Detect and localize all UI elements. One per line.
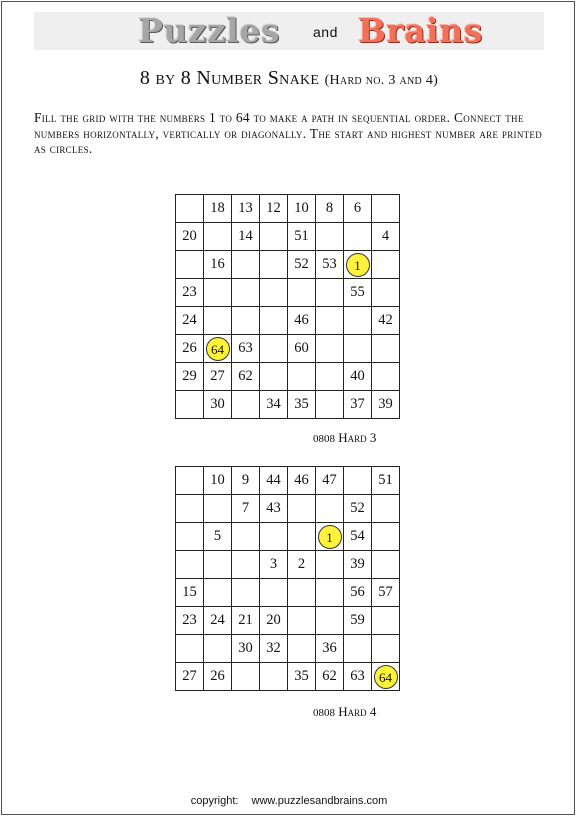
logo-and: and — [313, 24, 338, 40]
grid-cell[interactable]: 24 — [204, 607, 232, 635]
grid-cell[interactable] — [232, 579, 260, 607]
grid-cell[interactable]: 20 — [260, 607, 288, 635]
instructions-text: Fill the grid with the numbers 1 to 64 to make a path in sequential order. Connect the numbers horizontally, vertically or diagonally. The start and highest number are printed as circles. — [34, 110, 543, 156]
grid-cell[interactable] — [316, 335, 344, 363]
grid-row — [176, 663, 400, 691]
grid-cell[interactable]: 30 — [232, 635, 260, 663]
grid-cell[interactable]: 15 — [176, 579, 204, 607]
grid-cell[interactable]: 62 — [232, 363, 260, 391]
grid-cell[interactable]: 24 — [176, 307, 204, 335]
puzzle-grid-1 — [175, 194, 400, 419]
grid-cell[interactable]: 23 — [176, 279, 204, 307]
grid-cell[interactable]: 16 — [204, 251, 232, 279]
grid-cell[interactable]: 12 — [260, 195, 288, 223]
grid-cell[interactable] — [372, 635, 400, 663]
grid-cell[interactable] — [232, 391, 260, 419]
grid-cell[interactable]: 7 — [232, 495, 260, 523]
footer-url: www.puzzlesandbrains.com — [251, 795, 388, 807]
grid-cell[interactable] — [204, 551, 232, 579]
grid-cell[interactable]: 36 — [316, 635, 344, 663]
grid-cell[interactable] — [288, 495, 316, 523]
grid-cell[interactable]: 21 — [232, 607, 260, 635]
grid-cell[interactable] — [288, 579, 316, 607]
grid-cell[interactable] — [176, 195, 204, 223]
grid-row — [176, 523, 400, 551]
grid-row — [176, 307, 400, 335]
grid-cell[interactable]: 39 — [372, 391, 400, 419]
grid-cell[interactable] — [288, 635, 316, 663]
grid-cell[interactable]: 27 — [204, 363, 232, 391]
grid-row — [176, 579, 400, 607]
grid-cell[interactable] — [260, 335, 288, 363]
grid-cell[interactable] — [316, 579, 344, 607]
grid-cell[interactable] — [372, 495, 400, 523]
grid-cell[interactable]: 54 — [344, 523, 372, 551]
circled-number: 64 — [206, 337, 230, 361]
grid-cell[interactable]: 62 — [316, 663, 344, 691]
grid-cell[interactable]: 3 — [260, 551, 288, 579]
grid-cell[interactable] — [232, 663, 260, 691]
grid-row — [176, 607, 400, 635]
grid-cell[interactable] — [204, 495, 232, 523]
grid-cell[interactable]: 46 — [288, 467, 316, 495]
grid-cell[interactable]: 42 — [372, 307, 400, 335]
grid-cell[interactable] — [176, 251, 204, 279]
grid-cell[interactable] — [372, 279, 400, 307]
site-header — [34, 12, 544, 50]
grid-cell[interactable] — [260, 363, 288, 391]
grid-cell[interactable] — [372, 335, 400, 363]
grid-cell[interactable] — [316, 523, 344, 551]
grid-cell[interactable] — [176, 391, 204, 419]
grid-row — [176, 551, 400, 579]
grid-cell[interactable] — [260, 223, 288, 251]
grid-row — [176, 335, 400, 363]
grid-cell[interactable]: 63 — [232, 335, 260, 363]
grid-cell[interactable]: 14 — [232, 223, 260, 251]
grid-row — [176, 635, 400, 663]
puzzle-caption-1 — [313, 430, 376, 446]
grid-cell[interactable]: 10 — [204, 467, 232, 495]
grid-cell[interactable] — [176, 495, 204, 523]
grid-cell[interactable]: 29 — [176, 363, 204, 391]
grid-cell[interactable]: 52 — [288, 251, 316, 279]
grid-cell[interactable]: 46 — [288, 307, 316, 335]
page-title — [0, 67, 578, 90]
puzzle-caption-2 — [313, 704, 376, 720]
title-main: 8 by 8 Number Snake — [139, 67, 320, 89]
grid-cell[interactable] — [344, 307, 372, 335]
grid-cell[interactable] — [372, 523, 400, 551]
grid-cell[interactable]: 35 — [288, 663, 316, 691]
grid-row — [176, 391, 400, 419]
circled-number: 1 — [318, 525, 342, 549]
grid-cell[interactable]: 55 — [344, 279, 372, 307]
grid-cell[interactable] — [344, 335, 372, 363]
grid-cell[interactable]: 4 — [372, 223, 400, 251]
grid-row — [176, 363, 400, 391]
grid-cell[interactable]: 56 — [344, 579, 372, 607]
grid-cell[interactable] — [372, 607, 400, 635]
grid-cell[interactable]: 51 — [372, 467, 400, 495]
grid-cell[interactable]: 26 — [204, 663, 232, 691]
grid-cell[interactable] — [260, 579, 288, 607]
grid-cell[interactable] — [204, 335, 232, 363]
grid-row — [176, 251, 400, 279]
grid-cell[interactable]: 32 — [260, 635, 288, 663]
grid-cell[interactable] — [316, 363, 344, 391]
grid-cell[interactable] — [204, 279, 232, 307]
puzzle-grid-2 — [175, 466, 400, 691]
puzzle-label: Hard 4 — [338, 704, 377, 719]
grid-cell[interactable]: 44 — [260, 467, 288, 495]
grid-cell[interactable]: 51 — [288, 223, 316, 251]
grid-cell[interactable] — [344, 223, 372, 251]
grid-cell[interactable]: 43 — [260, 495, 288, 523]
grid-cell[interactable] — [176, 551, 204, 579]
circled-number: 1 — [346, 253, 370, 277]
copyright-label: copyright: — [190, 795, 239, 807]
grid-cell[interactable] — [176, 467, 204, 495]
grid-cell[interactable] — [232, 307, 260, 335]
grid-cell[interactable]: 20 — [176, 223, 204, 251]
grid-cell[interactable] — [232, 551, 260, 579]
grid-cell[interactable] — [232, 523, 260, 551]
grid-cell[interactable] — [316, 279, 344, 307]
grid-cell[interactable]: 5 — [204, 523, 232, 551]
grid-cell[interactable] — [316, 223, 344, 251]
grid-cell[interactable] — [288, 279, 316, 307]
grid-cell[interactable]: 10 — [288, 195, 316, 223]
grid-cell[interactable] — [344, 467, 372, 495]
grid-cell[interactable] — [260, 307, 288, 335]
grid-cell[interactable] — [288, 363, 316, 391]
grid-cell[interactable] — [372, 551, 400, 579]
grid-cell[interactable]: 9 — [232, 467, 260, 495]
grid-cell[interactable]: 18 — [204, 195, 232, 223]
grid-cell[interactable] — [344, 635, 372, 663]
grid-cell[interactable] — [316, 391, 344, 419]
grid-cell[interactable] — [260, 279, 288, 307]
grid-cell[interactable]: 40 — [344, 363, 372, 391]
grid-cell[interactable]: 27 — [176, 663, 204, 691]
grid-cell[interactable] — [288, 523, 316, 551]
grid-cell[interactable]: 57 — [372, 579, 400, 607]
grid-row — [176, 467, 400, 495]
grid-cell[interactable] — [204, 223, 232, 251]
grid-cell[interactable] — [232, 279, 260, 307]
grid-cell[interactable]: 8 — [316, 195, 344, 223]
grid-cell[interactable] — [372, 251, 400, 279]
grid-cell[interactable] — [372, 663, 400, 691]
grid-cell[interactable] — [176, 635, 204, 663]
grid-cell[interactable]: 39 — [344, 551, 372, 579]
grid-cell[interactable] — [204, 307, 232, 335]
grid-cell[interactable] — [204, 635, 232, 663]
grid-cell[interactable]: 60 — [288, 335, 316, 363]
grid-cell[interactable]: 59 — [344, 607, 372, 635]
grid-cell[interactable] — [372, 195, 400, 223]
logo-brains: Brains — [358, 11, 483, 50]
circled-number: 64 — [374, 665, 398, 689]
puzzle-label: Hard 3 — [338, 430, 377, 445]
grid-cell[interactable]: 37 — [344, 391, 372, 419]
logo-puzzles: Puzzles — [138, 11, 280, 50]
grid-row — [176, 279, 400, 307]
grid-row — [176, 195, 400, 223]
grid-row — [176, 223, 400, 251]
grid-cell[interactable]: 53 — [316, 251, 344, 279]
grid-cell[interactable]: 47 — [316, 467, 344, 495]
grid-cell[interactable]: 35 — [288, 391, 316, 419]
grid-cell[interactable] — [204, 579, 232, 607]
grid-cell[interactable]: 23 — [176, 607, 204, 635]
grid-cell[interactable]: 13 — [232, 195, 260, 223]
grid-cell[interactable] — [260, 523, 288, 551]
grid-row — [176, 495, 400, 523]
grid-cell[interactable]: 6 — [344, 195, 372, 223]
grid-cell[interactable]: 52 — [344, 495, 372, 523]
grid-cell[interactable] — [316, 495, 344, 523]
grid-cell[interactable] — [260, 663, 288, 691]
grid-cell[interactable] — [316, 607, 344, 635]
title-sub: (Hard no. 3 and 4) — [324, 73, 439, 88]
grid-cell[interactable]: 30 — [204, 391, 232, 419]
grid-cell[interactable] — [260, 251, 288, 279]
grid-cell[interactable] — [344, 251, 372, 279]
grid-cell[interactable]: 26 — [176, 335, 204, 363]
grid-cell[interactable] — [316, 307, 344, 335]
grid-cell[interactable]: 34 — [260, 391, 288, 419]
grid-cell[interactable] — [316, 551, 344, 579]
grid-cell[interactable] — [232, 251, 260, 279]
puzzle-code: 0808 — [313, 433, 335, 445]
grid-cell[interactable]: 2 — [288, 551, 316, 579]
puzzle-code: 0808 — [313, 707, 335, 719]
grid-cell[interactable] — [372, 363, 400, 391]
grid-cell[interactable] — [288, 607, 316, 635]
grid-cell[interactable]: 63 — [344, 663, 372, 691]
footer — [0, 795, 578, 807]
grid-cell[interactable] — [176, 523, 204, 551]
